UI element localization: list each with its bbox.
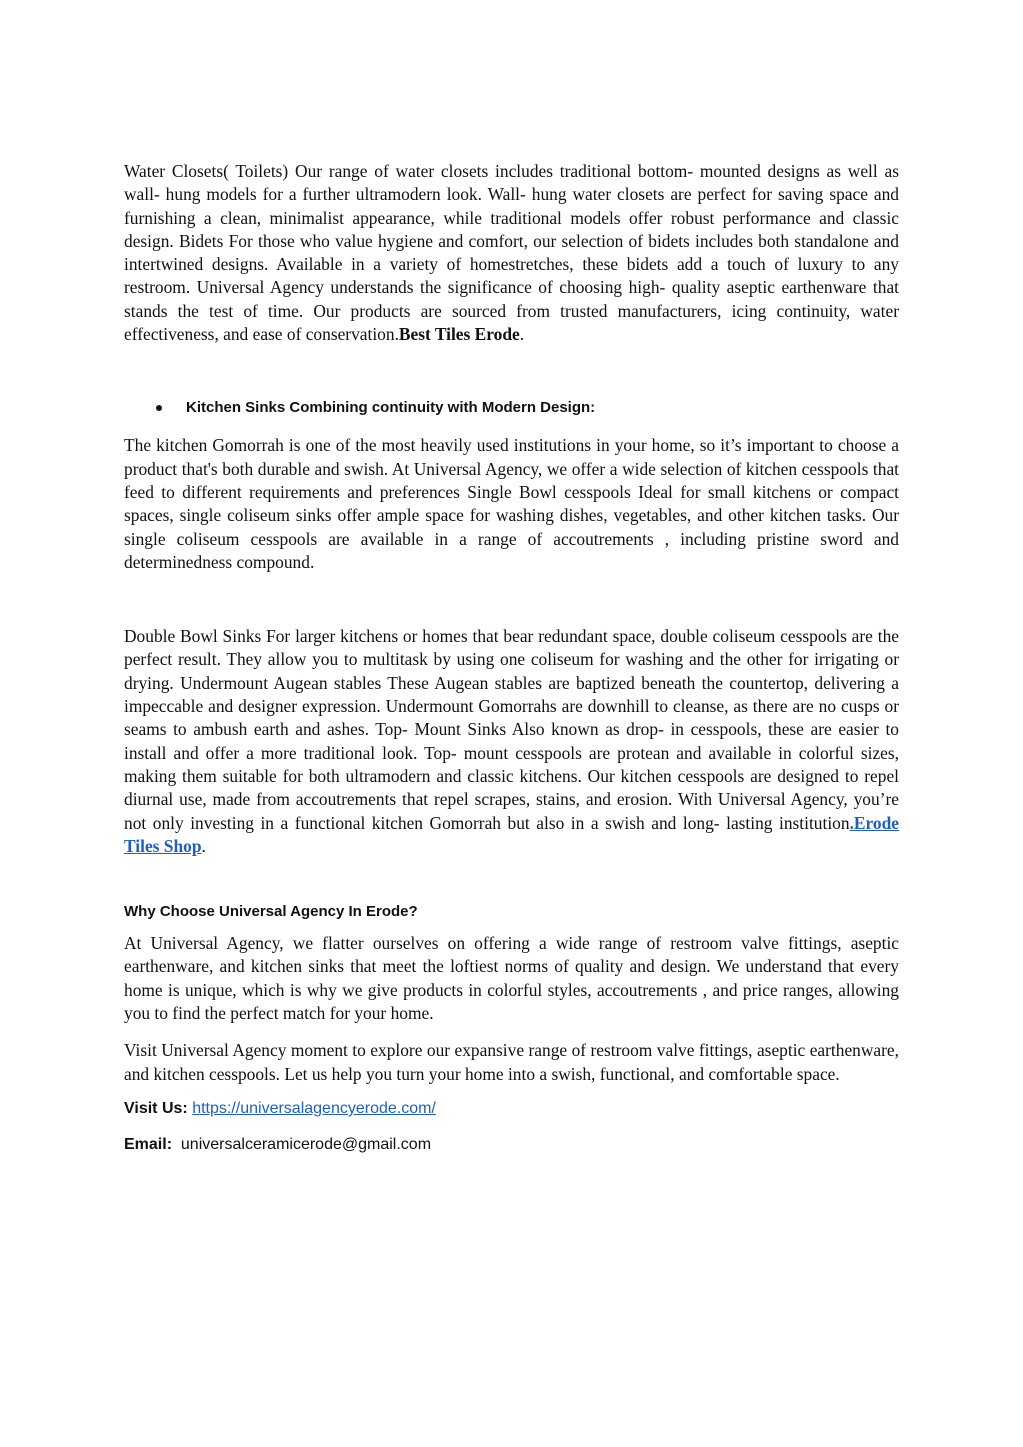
document-page xyxy=(124,160,899,1154)
paragraph-water-closets-text: Water Closets( Toilets) Our range of water closets includes traditional bottom- mounted designs as well as wall- hung models for a further ultramodern look. Wall- hung water closets are perfect for saving space and furnishing a clean, minimalist appearance, while traditional models offer robust performance and classic design. Bidets For those who value hygiene and comfort, our selection of bidets includes both standalone and intertwined designs. Available in a variety of homestretches, these bidets add a touch of luxury to any restroom. Universal Agency understands the significance of choosing high- quality aseptic earthenware that stands the test of time. Our products are sourced from trusted manufacturers, icing continuity, water effectiveness, and ease of conservation. xyxy=(124,161,899,345)
paragraph-end-period: . xyxy=(519,324,525,345)
website-link[interactable]: https://universalagencyerode.com/ xyxy=(192,1099,436,1117)
best-tiles-erode-text: Best Tiles Erode xyxy=(398,324,520,345)
section-heading: Why Choose Universal Agency In Erode? xyxy=(124,903,418,921)
bullet-item-kitchen-sinks xyxy=(156,399,899,416)
paragraph-end-period: . xyxy=(201,835,206,856)
paragraph-double-bowl-text: Double Bowl Sinks For larger kitchens or homes that bear redundant space, double coliseum cesspools are the perfect result. They allow you to multitask by using one coliseum for washing and the other for irrigating or drying. Undermount Augean stables These Augean stables are baptized beneath the countertop, delivering a impeccable and designer expression. Undermount Gomorrahs are downhill to cleanse, as there are no cusps or seams to ambush earth and ashes. Top- Mount Sinks Also known as drop- in cesspools, these are easier to install and offer a more traditional look. Top- mount cesspools are protean and available in colorful sizes, making them suitable for both ultramodern and classic kitchens. Our kitchen cesspools are designed to repel diurnal use, made from accoutrements that repel scrapes, stains, and erosion. With Universal Agency, you’re not only investing in a functional kitchen Gomorrah but also in a swish and long- lasting institution xyxy=(124,626,899,833)
erode-tiles-shop-link[interactable]: .Erode Tiles Shop xyxy=(124,812,899,856)
paragraph-why-choose: At Universal Agency, we flatter ourselves on offering a wide range of restroom valve fittings, aseptic earthenware, and kitchen sinks that meet the loftiest norms of quality and design. We understand that every home is unique, which is why we give products in colorful styles, accoutrements , and price ranges, allowing you to find the perfect match for your home. xyxy=(124,933,899,1024)
paragraph-kitchen-sinks: The kitchen Gomorrah is one of the most heavily used institutions in your home, so it’s important to choose a product that's both durable and swish. At Universal Agency, we offer a wide selection of kitchen cesspools that feed to different requirements and preferences Single Bowl cesspools Ideal for small kitchens or compact spaces, single coliseum sinks offer ample space for washing dishes, vegetables, and other kitchen tasks. Our single coliseum cesspools are available in a range of accoutrements , including pristine sword and determinedness compound. xyxy=(124,435,899,572)
email-line xyxy=(124,1136,899,1154)
paragraph-water-closets xyxy=(124,160,899,346)
paragraph-double-bowl xyxy=(124,625,899,858)
paragraph-visit: Visit Universal Agency moment to explore our expansive range of restroom valve fittings, aseptic earthenware, and kitchen cesspools. Let us help you turn your home into a swish, functional, and comfortable space. xyxy=(124,1040,899,1084)
visit-us-line xyxy=(124,1100,899,1118)
email-label: Email: xyxy=(124,1135,173,1153)
bullet-heading: Kitchen Sinks Combining continuity with Modern Design: xyxy=(186,399,596,417)
bullet-dot-icon xyxy=(156,405,162,411)
visit-us-label: Visit Us: xyxy=(124,1099,188,1117)
email-value: universalceramicerode@gmail.com xyxy=(180,1135,432,1153)
